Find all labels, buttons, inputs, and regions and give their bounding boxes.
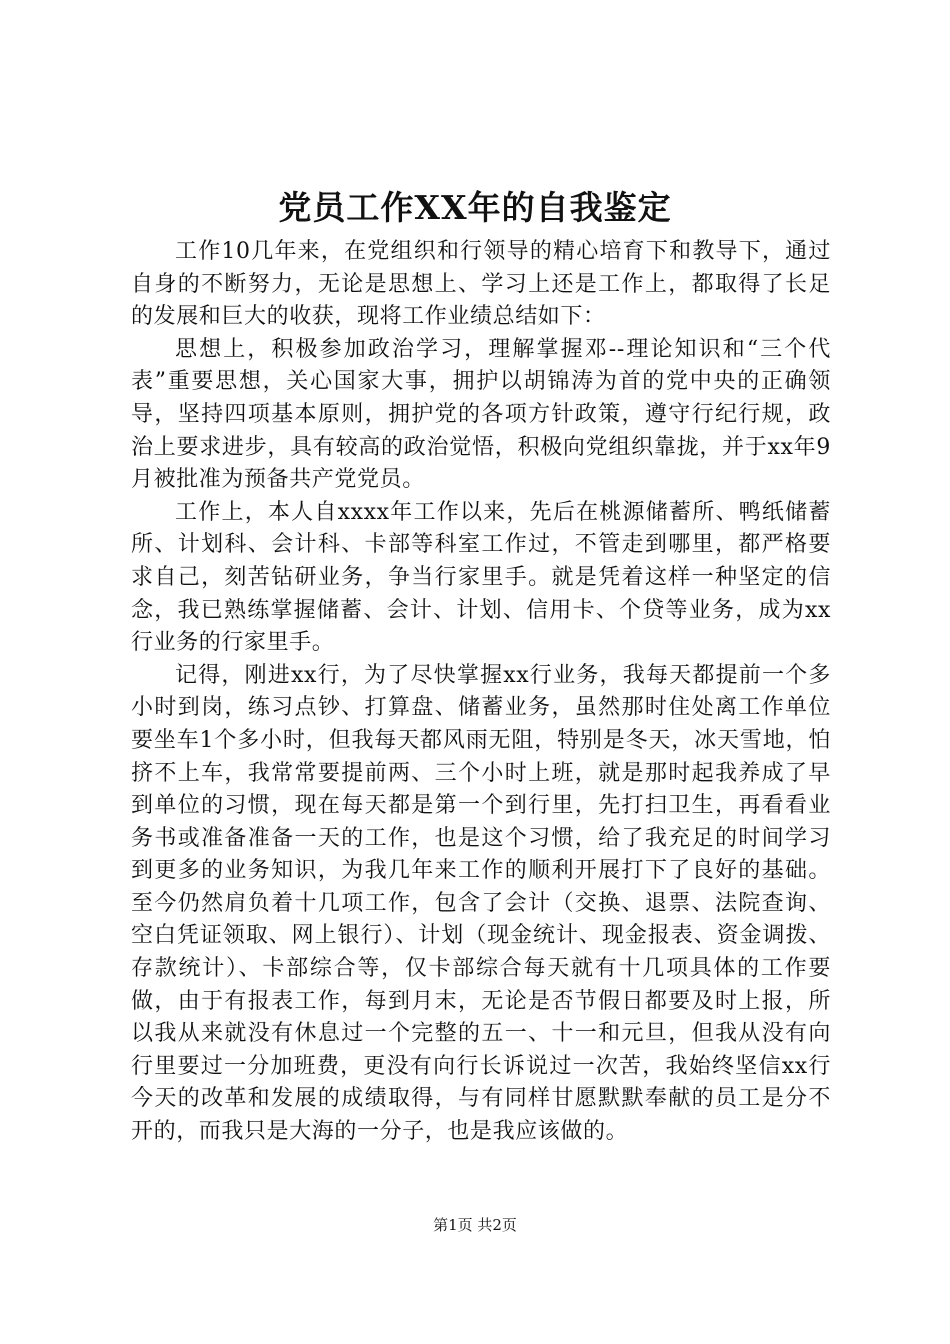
paragraph-work: 工作上，本人自xxxx年工作以来，先后在桃源储蓄所、鸭纸储蓄所、计划科、会计科、卡部等科室工作过，不管走到哪里，都严格要求自己，刻苦钻研业务，争当行家里手。就是凭着这样一种坚定的信念，我已熟练掌握储蓄、会计、计划、信用卡、个贷等业务，成为xx行业务的行家里手。: [131, 499, 831, 656]
paragraph-memory: 记得，刚进xx行，为了尽快掌握xx行业务，我每天都提前一个多小时到岗，练习点钞、打算盘、储蓄业务，虽然那时住处离工作单位要坐车1个多小时，但我每天都风雨无阻，特别是冬天，冰天雪地，怕挤不上车，我常常要提前两、三个小时上班，就是那时起我养成了早到单位的习惯，现在每天都是第一个到行里，先打扫卫生，再看看业务书或准备准备一天的工作，也是这个习惯，给了我充足的时间学习到更多的业务知识，为我几年来工作的顺利开展打下了良好的基础。至今仍然肩负着十几项工作，包含了会计（交换、退票、法院查询、空白凭证领取、网上银行）、计划（现金统计、现金报表、资金调拨、存款统计）、卡部综合等，仅卡部综合每天就有十几项具体的工作要做，由于有报表工作，每到月末，无论是否节假日都要及时上报，所以我从来就没有休息过一个完整的五一、十一和元旦，但我从没有向行里要过一分加班费，更没有向行长诉说过一次苦，我始终坚信xx行今天的改革和发展的成绩取得，与有同样甘愿默默奉献的员工是分不开的，而我只是大海的一分子，也是我应该做的。: [131, 662, 831, 1145]
paragraph-thought: 思想上，积极参加政治学习，理解掌握邓--理论知识和“三个代表”重要思想，关心国家大事，拥护以胡锦涛为首的党中央的正确领导，坚持四项基本原则，拥护党的各项方针政策，遵守行纪行规，政治上要求进步，具有较高的政治觉悟，积极向党组织靠拢，并于xx年9月被批准为预备共产党党员。: [131, 336, 831, 493]
page-title: 党员工作XX年的自我鉴定: [278, 188, 672, 227]
page-footer: 第1页 共2页: [433, 1216, 517, 1234]
paragraph-intro: 工作10几年来，在党组织和行领导的精心培育下和教导下，通过自身的不断努力，无论是思想上、学习上还是工作上，都取得了长足的发展和巨大的收获，现将工作业绩总结如下：: [131, 239, 831, 330]
document-body: [131, 236, 831, 1149]
